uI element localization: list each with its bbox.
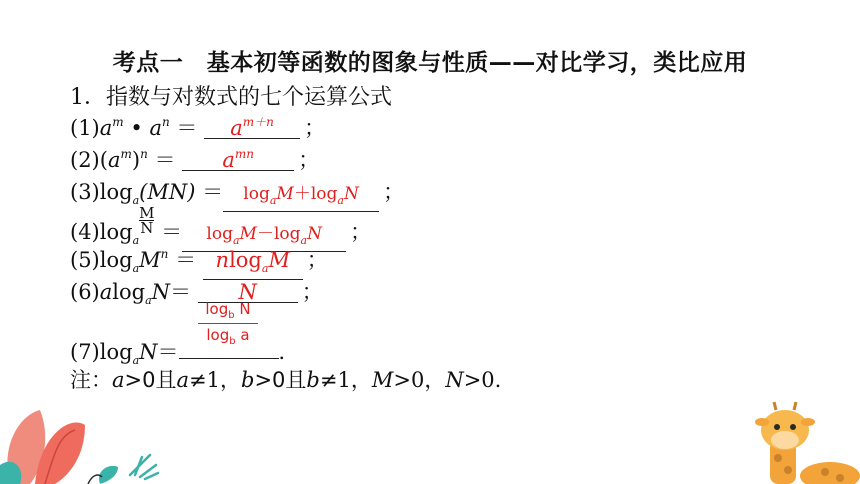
- formula-2: [70, 144, 319, 174]
- answer-log-arg: N: [234, 300, 251, 318]
- answer-log-arg: a: [235, 326, 250, 344]
- giraffe-decoration: [740, 400, 860, 484]
- answer-log-arg: M: [276, 184, 294, 204]
- formula-number: (7): [70, 340, 100, 364]
- base-a: a: [99, 280, 113, 304]
- answer-log: log: [273, 224, 301, 244]
- period: ．: [278, 340, 300, 364]
- exponent-m: m: [112, 115, 124, 129]
- note-var: b: [241, 368, 255, 392]
- giraffe-snout: [771, 431, 799, 449]
- log-text: log: [99, 248, 133, 272]
- formula-7: [70, 336, 300, 367]
- giraffe-ear: [755, 418, 769, 426]
- giraffe-body: [800, 462, 860, 484]
- fraction-denominator: N: [140, 219, 154, 237]
- note-text: >0且: [254, 368, 307, 392]
- semicolon: ；: [304, 116, 326, 140]
- answer-log-base: a: [261, 262, 269, 275]
- note-label: 注：: [70, 368, 112, 392]
- note-var: b: [306, 368, 320, 392]
- giraffe-spot: [784, 466, 792, 474]
- semicolon: ；: [298, 148, 320, 172]
- answer-log-arg: N: [307, 224, 322, 244]
- note-var: a: [112, 368, 125, 392]
- semicolon: ；: [306, 248, 328, 272]
- semicolon: ；: [383, 180, 405, 204]
- log-argument: M: [139, 248, 161, 272]
- leaves-decoration: [0, 395, 170, 484]
- note-var: N: [445, 368, 464, 392]
- answer-log-base: a: [300, 234, 308, 247]
- answer-exponent: mn: [234, 147, 254, 161]
- formula-number: (4): [70, 220, 100, 244]
- answer-log: log: [243, 184, 270, 204]
- log-argument: (MN): [139, 180, 196, 204]
- conditions-note: [70, 364, 501, 394]
- answer-log-arg: N: [343, 184, 359, 204]
- equals-sign: ＝: [202, 180, 224, 204]
- exponent-m: m: [120, 147, 132, 161]
- base-a: a: [107, 148, 121, 172]
- exponent-n: n: [161, 115, 170, 129]
- giraffe-horn: [794, 402, 796, 410]
- log-base: a: [132, 194, 140, 207]
- note-text: ≠1，: [189, 368, 241, 392]
- page-title: 考点一 基本初等函数的图象与性质——对比学习，类比应用: [112, 50, 748, 76]
- answer-log-base: a: [337, 194, 344, 207]
- answer-base: a: [222, 148, 235, 172]
- answer-log: log: [206, 326, 230, 344]
- answer-log: log: [310, 184, 338, 204]
- answer-blank: [182, 144, 294, 171]
- answer-blank: [179, 358, 279, 359]
- log-argument: N: [151, 280, 171, 304]
- answer-log: log: [205, 300, 229, 318]
- equals-sign: ＝: [176, 116, 198, 140]
- note-var: M: [371, 368, 394, 392]
- giraffe-eye: [790, 424, 796, 430]
- answer-log-arg: M: [239, 224, 257, 244]
- fern-icon: [130, 455, 158, 479]
- answer-value: N: [238, 280, 257, 304]
- log-base: a: [132, 234, 140, 247]
- exponent-n: n: [140, 147, 148, 161]
- formula-number: (1): [70, 116, 100, 140]
- answer-log-base: a: [232, 234, 240, 247]
- answer-log: log: [206, 224, 233, 244]
- log-text: log: [99, 340, 133, 364]
- formula-5: [70, 244, 328, 280]
- giraffe-ear: [801, 418, 815, 426]
- formula-number: (2): [70, 148, 100, 172]
- leaf-icon: [99, 466, 118, 484]
- note-text: ≠1，: [319, 368, 372, 392]
- equals-sign: ＝: [175, 248, 197, 272]
- fraction: [139, 206, 154, 235]
- giraffe-spot: [774, 454, 782, 462]
- base-a: a: [149, 116, 162, 140]
- log-argument: N: [139, 340, 158, 364]
- plus-sign: ＋: [293, 184, 311, 204]
- note-text: >0，: [393, 368, 446, 392]
- note-text: >0且: [124, 368, 177, 392]
- answer-base: a: [230, 116, 243, 140]
- log-text: log: [99, 180, 133, 204]
- log-base: a: [132, 262, 140, 275]
- minus-sign: －: [256, 224, 274, 244]
- giraffe-spot: [836, 474, 844, 482]
- note-var: a: [176, 368, 190, 392]
- multiply-dot: •: [130, 116, 143, 140]
- section-heading: 1．指数与对数式的七个运算公式: [70, 85, 392, 110]
- giraffe-eye: [774, 424, 780, 430]
- answer-log-base: b: [229, 336, 236, 347]
- answer-log-base: b: [228, 310, 235, 321]
- log-base: a: [145, 294, 152, 307]
- formula-number: (5): [70, 248, 100, 272]
- formula-number: (6): [70, 280, 100, 304]
- giraffe-horn: [774, 402, 776, 410]
- log-text: log: [112, 280, 146, 304]
- exponent-n: n: [160, 247, 169, 261]
- note-text: >0.: [463, 368, 502, 392]
- answer-log-base: a: [269, 194, 277, 207]
- giraffe-spot: [821, 468, 829, 476]
- answer-blank: [204, 112, 300, 139]
- semicolon: ；: [350, 220, 372, 244]
- log-base: a: [132, 354, 140, 367]
- formula-6: [70, 276, 323, 307]
- log-text: log: [99, 220, 133, 244]
- equals-sign: ＝: [154, 148, 176, 172]
- formula-1: [70, 112, 325, 142]
- equals-sign: ＝: [157, 340, 179, 364]
- formula-number: (3): [70, 180, 100, 204]
- answer-log: log: [229, 248, 262, 272]
- answer-log-arg: M: [268, 248, 290, 272]
- answer-coefficient: n: [215, 248, 230, 272]
- paren: (: [99, 148, 108, 172]
- semicolon: ；: [301, 280, 323, 304]
- paren: ): [131, 148, 141, 172]
- answer-exponent: m＋n: [242, 115, 274, 129]
- base-a: a: [99, 116, 113, 140]
- fraction-numerator: M: [139, 204, 155, 222]
- fraction-numerator: [198, 300, 258, 324]
- equals-sign: ＝: [161, 220, 183, 244]
- equals-sign: ＝: [170, 280, 192, 304]
